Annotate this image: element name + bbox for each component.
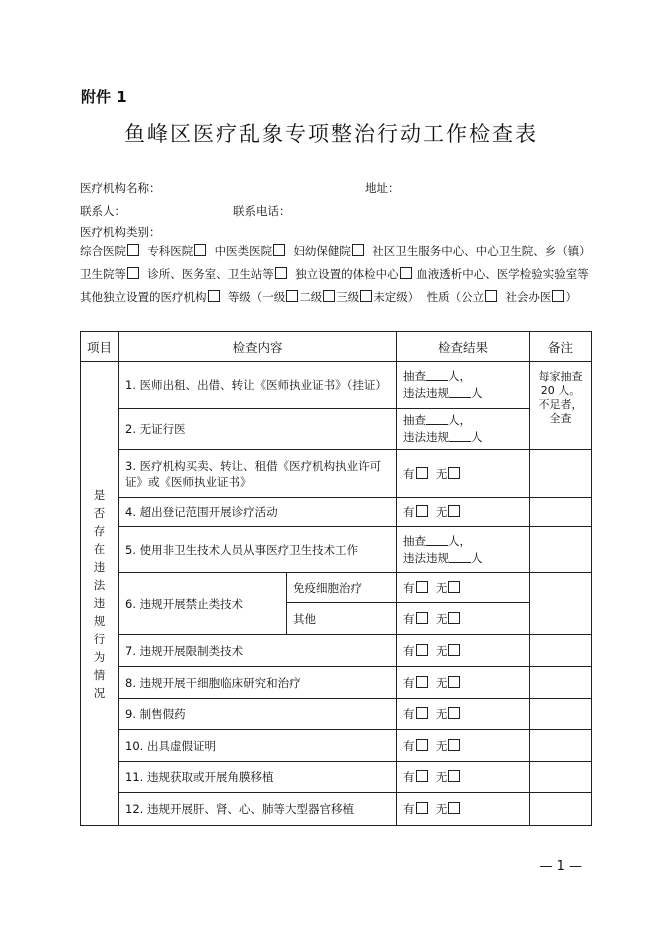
category-tcm-hospital: 中医类医院 bbox=[214, 244, 273, 258]
header-result: 检查结果 bbox=[397, 332, 530, 362]
grade-unset-label: 未定级） bbox=[373, 290, 420, 304]
row-result: 有 无 bbox=[397, 699, 530, 730]
checkbox[interactable] bbox=[448, 770, 460, 782]
row-content: 1. 医师出租、出借、转让《医师执业证书》（挂证） bbox=[119, 362, 397, 409]
table-row bbox=[81, 498, 592, 527]
row-content: 9. 制售假药 bbox=[119, 699, 397, 730]
checkbox[interactable] bbox=[416, 802, 428, 814]
phone-field: 联系电话： bbox=[233, 204, 291, 218]
row-result: 有 无 bbox=[397, 450, 530, 498]
page-number: — 1 — bbox=[539, 859, 582, 874]
row-result: 有 无 bbox=[397, 793, 530, 826]
table-row bbox=[81, 635, 592, 667]
checkbox[interactable] bbox=[208, 290, 220, 302]
category-other-independent: 血液透析中心、医学检验实验室等其他独立设置的医疗机构 bbox=[80, 267, 589, 304]
checkbox[interactable] bbox=[448, 802, 460, 814]
attachment-label: 附件 1 bbox=[81, 88, 127, 106]
checkbox[interactable] bbox=[416, 770, 428, 782]
note-empty bbox=[530, 667, 592, 699]
row-result: 有 无 bbox=[397, 667, 530, 699]
header-note: 备注 bbox=[530, 332, 592, 362]
grade-2-label: 二级 bbox=[299, 290, 323, 304]
checkbox[interactable] bbox=[448, 707, 460, 719]
category-clinic: 诊所、医务室、卫生站等 bbox=[147, 267, 274, 281]
row-result: 有 无 bbox=[397, 573, 530, 603]
row-result: 有 无 bbox=[397, 730, 530, 762]
table-row bbox=[81, 730, 592, 762]
checkbox[interactable] bbox=[416, 581, 428, 593]
header-project: 项目 bbox=[81, 332, 119, 362]
table-row bbox=[81, 762, 592, 793]
category-checkup-center: 独立设置的体检中心 bbox=[295, 267, 399, 281]
sub-item-other: 其他 bbox=[287, 603, 397, 635]
table-row bbox=[81, 667, 592, 699]
project-cell: 是否存在违法违规行为情况 bbox=[81, 362, 119, 826]
table-row bbox=[81, 450, 592, 498]
close-paren: ） bbox=[565, 290, 577, 304]
category-field: 医疗机构类别： bbox=[80, 225, 161, 239]
row-result: 抽查 人， 违法违规 人 bbox=[397, 362, 530, 409]
note-cell: 每家抽查 20 人。不足者，全查 bbox=[530, 362, 592, 450]
checkbox[interactable] bbox=[416, 707, 428, 719]
checkbox[interactable] bbox=[127, 244, 139, 256]
blank-line[interactable] bbox=[449, 551, 471, 563]
document-title: 鱼峰区医疗乱象专项整治行动工作检查表 bbox=[124, 122, 538, 146]
category-maternal-child: 妇幼保健院 bbox=[293, 244, 351, 258]
checkbox[interactable] bbox=[127, 267, 139, 279]
note-empty bbox=[530, 450, 592, 498]
contact-field: 联系人： bbox=[80, 204, 126, 218]
row-result: 有 无 bbox=[397, 498, 530, 527]
category-options bbox=[80, 240, 592, 309]
checkbox[interactable] bbox=[448, 644, 460, 656]
blank-line[interactable] bbox=[426, 534, 448, 546]
checkbox[interactable] bbox=[352, 244, 364, 256]
row-content: 6. 违规开展禁止类技术 bbox=[119, 573, 287, 635]
note-empty bbox=[530, 762, 592, 793]
row-result: 抽查 人， 违法违规 人 bbox=[397, 409, 530, 450]
blank-line[interactable] bbox=[426, 369, 448, 381]
category-community-center: 社区卫生服务中心、中心卫生院、乡（镇）卫生院等 bbox=[80, 244, 591, 281]
checkbox[interactable] bbox=[448, 739, 460, 751]
checkbox[interactable] bbox=[286, 290, 298, 302]
table-row bbox=[81, 699, 592, 730]
checkbox[interactable] bbox=[552, 290, 564, 302]
blank-line[interactable] bbox=[449, 386, 471, 398]
grade-label: 等级（一级 bbox=[227, 290, 286, 304]
note-empty bbox=[530, 498, 592, 527]
private-label: 社会办医 bbox=[505, 290, 552, 304]
checkbox[interactable] bbox=[400, 267, 412, 279]
row-result: 抽查 人， 违法违规 人 bbox=[397, 527, 530, 573]
checkbox[interactable] bbox=[360, 290, 372, 302]
sub-item-immune-cell: 免疫细胞治疗 bbox=[287, 573, 397, 603]
row-content: 4. 超出登记范围开展诊疗活动 bbox=[119, 498, 397, 527]
grade-3-label: 三级 bbox=[336, 290, 360, 304]
table-row bbox=[81, 793, 592, 826]
checkbox[interactable] bbox=[194, 244, 206, 256]
checkbox[interactable] bbox=[448, 676, 460, 688]
row-result: 有 无 bbox=[397, 762, 530, 793]
checkbox[interactable] bbox=[416, 612, 428, 624]
table-row bbox=[81, 573, 592, 603]
row-content: 8. 违规开展干细胞临床研究和治疗 bbox=[119, 667, 397, 699]
header-content: 检查内容 bbox=[119, 332, 397, 362]
checkbox[interactable] bbox=[323, 290, 335, 302]
checkbox[interactable] bbox=[416, 505, 428, 517]
row-result: 有 无 bbox=[397, 603, 530, 635]
note-empty bbox=[530, 527, 592, 573]
address-field: 地址： bbox=[365, 181, 400, 195]
row-content: 10. 出具虚假证明 bbox=[119, 730, 397, 762]
table-row bbox=[81, 362, 592, 409]
category-general-hospital: 综合医院 bbox=[80, 244, 126, 258]
table-row bbox=[81, 409, 592, 450]
category-specialty-hospital: 专科医院 bbox=[147, 244, 194, 258]
checkbox[interactable] bbox=[416, 676, 428, 688]
row-content: 7. 违规开展限制类技术 bbox=[119, 635, 397, 667]
note-empty bbox=[530, 635, 592, 667]
checkbox[interactable] bbox=[448, 612, 460, 624]
blank-line[interactable] bbox=[449, 430, 471, 442]
row-content: 12. 违规开展肝、肾、心、肺等大型器官移植 bbox=[119, 793, 397, 826]
note-empty bbox=[530, 573, 592, 635]
institution-name-field: 医疗机构名称： bbox=[80, 181, 161, 195]
checkbox[interactable] bbox=[416, 467, 428, 479]
checkbox[interactable] bbox=[275, 267, 287, 279]
blank-line[interactable] bbox=[426, 413, 448, 425]
checkbox[interactable] bbox=[448, 505, 460, 517]
row-content: 11. 违规获取或开展角膜移植 bbox=[119, 762, 397, 793]
checkbox[interactable] bbox=[416, 739, 428, 751]
row-content: 5. 使用非卫生技术人员从事医疗卫生技术工作 bbox=[119, 527, 397, 573]
row-content: 2. 无证行医 bbox=[119, 409, 397, 450]
inspection-table bbox=[80, 331, 592, 826]
checkbox[interactable] bbox=[273, 244, 285, 256]
checkbox[interactable] bbox=[416, 644, 428, 656]
row-result: 有 无 bbox=[397, 635, 530, 667]
table-row bbox=[81, 527, 592, 573]
row-content: 3. 医疗机构买卖、转让、租借《医疗机构执业许可证》或《医师执业证书》 bbox=[119, 450, 397, 498]
checkbox[interactable] bbox=[448, 467, 460, 479]
checkbox[interactable] bbox=[448, 581, 460, 593]
note-empty bbox=[530, 793, 592, 826]
note-empty bbox=[530, 699, 592, 730]
note-empty bbox=[530, 730, 592, 762]
checkbox[interactable] bbox=[485, 290, 497, 302]
nature-label: 性质（公立 bbox=[426, 290, 485, 304]
table-header-row bbox=[81, 332, 592, 362]
